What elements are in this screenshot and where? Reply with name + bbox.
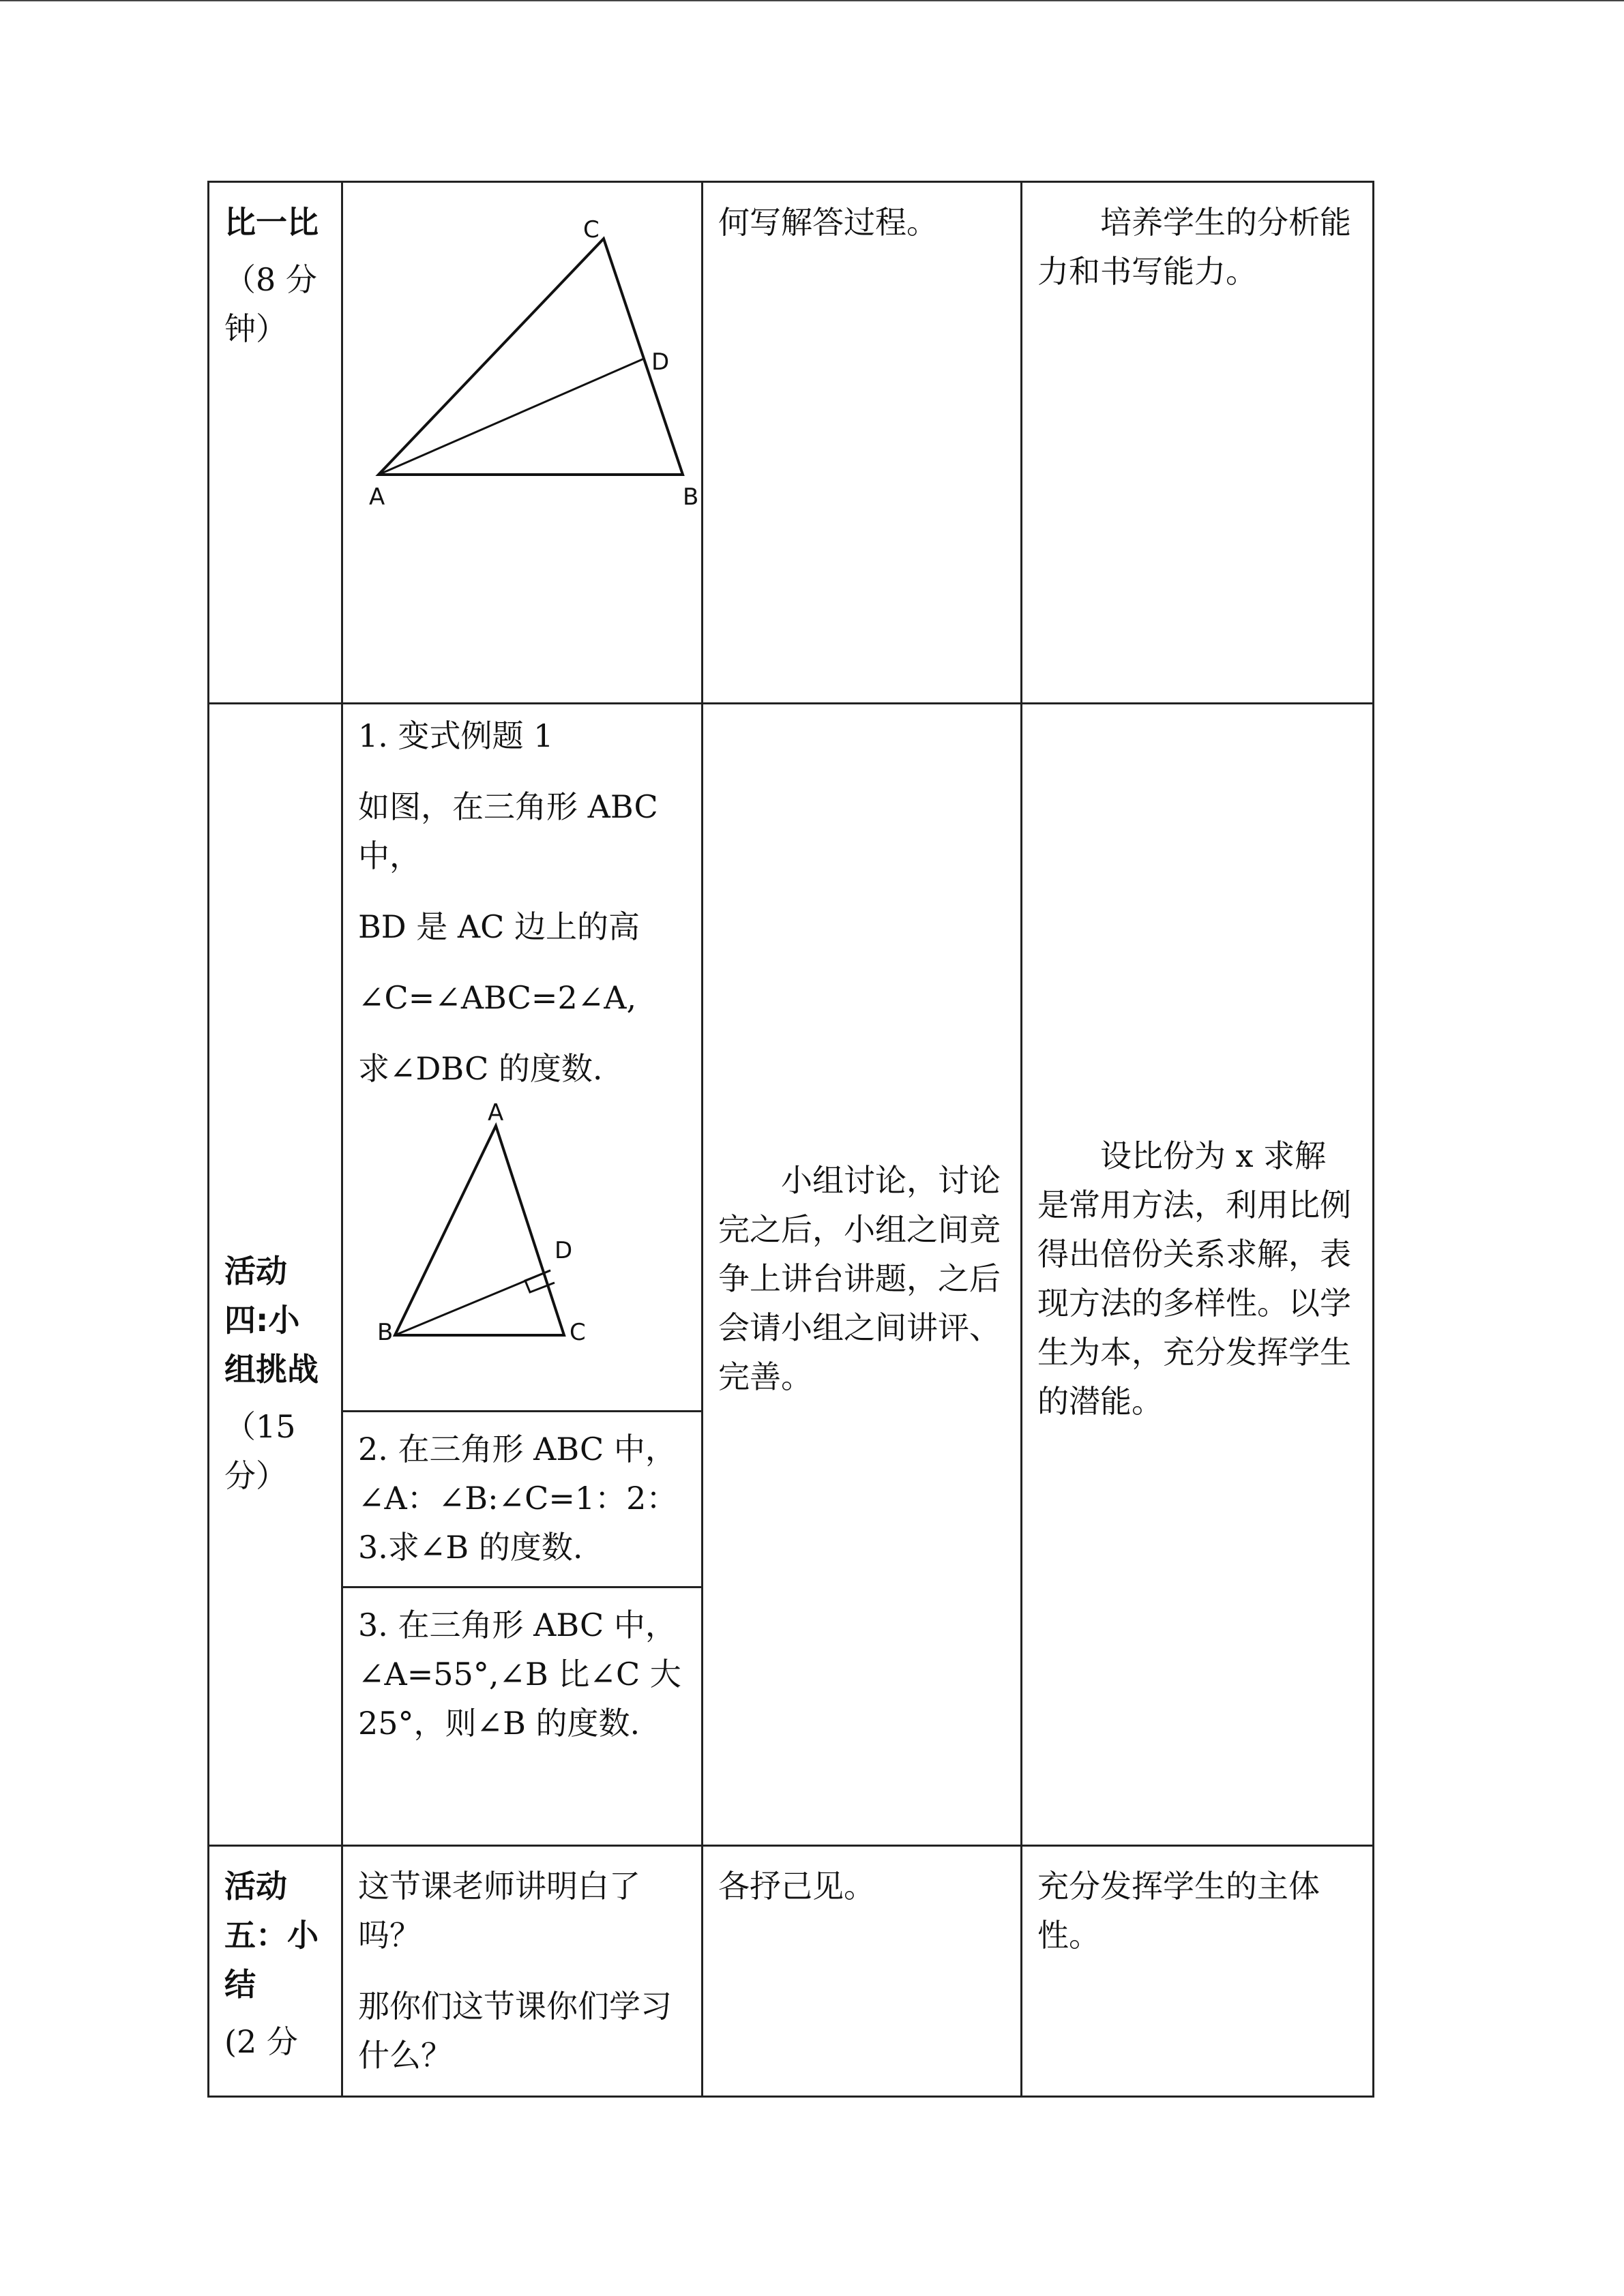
student-activity-cell [703,182,1022,704]
label-d: D [555,1237,573,1264]
student-activity-text: 各抒己见。 [718,1868,875,1905]
problem-2: 2. 在三角形 ABC 中，∠A：∠B:∠C=1：2：3.求∠B 的度数. [343,1412,701,1588]
stage-time: （8 分钟） [224,261,317,347]
label-b: B [683,483,699,510]
stage-cell [209,182,342,704]
stage-title: 活动五：小结 [224,1868,319,2003]
problem-1-line: BD 是 AC 边上的高 [358,908,640,945]
triangle-outline [379,239,683,475]
label-d: D [651,348,670,376]
problem-3: 3. 在三角形 ABC 中，∠A=55°,∠B 比∠C 大 25°，则∠B 的度数. [358,1607,681,1742]
student-activity-cell [703,1846,1022,2097]
table-row [209,704,1374,1846]
teacher-line: 这节课老师讲明白了吗？ [358,1868,640,1954]
page-top-border [0,0,1624,1]
teacher-activity-cell [342,1846,703,2097]
label-c: C [583,216,600,243]
design-intent-cell [1022,182,1374,704]
design-intent-text: 培养学生的分析能力和书写能力。 [1037,204,1351,290]
label-a: A [369,483,385,510]
design-intent-cell [1022,704,1374,1846]
teacher-activity-cell [342,704,703,1846]
problem-1-line: 如图，在三角形 ABC 中， [358,788,658,874]
problem-1 [343,704,701,1412]
label-a: A [488,1100,504,1127]
label-b: B [377,1319,394,1346]
table-row [209,1846,1374,2097]
label-c: C [570,1319,586,1346]
segment-ad [379,359,644,475]
teacher-activity-cell [342,182,703,704]
design-intent-text: 充分发挥学生的主体性。 [1037,1868,1320,1954]
table-row [209,182,1374,704]
stage-title: 比一比 [224,204,319,241]
stage-title: 活动四:小组挑战 [224,1253,319,1388]
stage-cell [209,1846,342,2097]
problem-1-line: 1. 变式例题 1 [358,717,554,754]
teacher-line: 那你们这节课你们学习什么？ [358,1988,672,2074]
student-activity-text: 小组讨论，讨论完之后，小组之间竞争上讲台讲题，之后会请小组之间讲评、完善。 [718,1162,1001,1395]
student-activity-text: 何写解答过程。 [718,204,938,241]
student-activity-cell [703,704,1022,1846]
triangle-abd-figure [358,1100,631,1359]
triangle-abc-figure [343,183,699,510]
problem-1-line: 求∠DBC 的度数. [358,1050,603,1087]
stage-cell [209,704,342,1846]
stage-time: (2 分 [224,2023,298,2060]
design-intent-text: 设比份为 x 求解是常用方法，利用比例得出倍份关系求解，表现方法的多样性。以学生为本，充分发挥学生的潜能。 [1037,1137,1351,1420]
design-intent-cell [1022,1846,1374,2097]
triangle-outline [395,1126,564,1335]
stage-time: （15 分） [224,1408,296,1494]
lesson-plan-table [207,181,1374,2098]
problem-1-line: ∠C=∠ABC=2∠A, [358,979,637,1016]
